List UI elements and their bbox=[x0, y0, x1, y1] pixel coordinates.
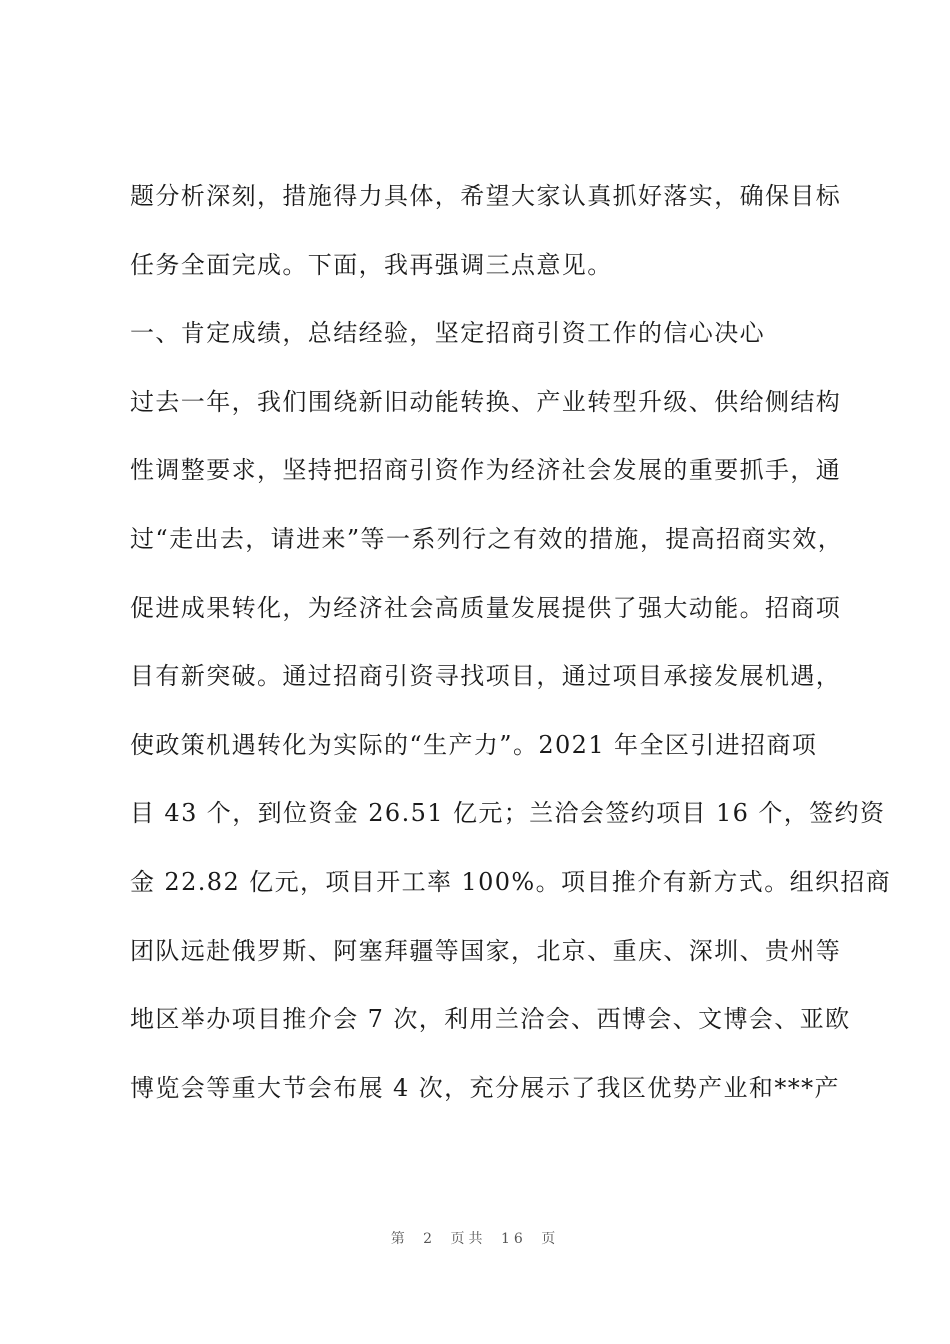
page-footer bbox=[0, 1228, 950, 1248]
text-line: 使政策机遇转化为实际的“生产力”。2021 年全区引进招商项 bbox=[130, 730, 818, 759]
text-line: 促进成果转化，为经济社会高质量发展提供了强大动能。招商项 bbox=[130, 593, 842, 622]
footer-suffix: 页 bbox=[541, 1231, 560, 1247]
body-text bbox=[130, 168, 892, 1128]
text-line: 金 22.82 亿元，项目开工率 100%。项目推介有新方式。组织招商 bbox=[130, 867, 892, 896]
text-line: 地区举办项目推介会 7 次，利用兰洽会、西博会、文博会、亚欧 bbox=[130, 1005, 851, 1034]
section-heading: 一、肯定成绩，总结经验，坚定招商引资工作的信心决心 bbox=[130, 319, 765, 348]
footer-prefix: 第 bbox=[390, 1231, 409, 1247]
text-line: 目有新突破。通过招商引资寻找项目，通过项目承接发展机遇， bbox=[130, 662, 842, 691]
text-line: 题分析深刻，措施得力具体，希望大家认真抓好落实，确保目标 bbox=[130, 182, 842, 210]
footer-total-pages: 16 bbox=[501, 1231, 527, 1247]
text-line: 性调整要求，坚持把招商引资作为经济社会发展的重要抓手，通 bbox=[130, 456, 842, 485]
footer-page-number: 2 bbox=[423, 1231, 437, 1247]
text-line: 过去一年，我们围绕新旧动能转换、产业转型升级、供给侧结构 bbox=[130, 387, 842, 416]
text-line: 任务全面完成。下面，我再强调三点意见。 bbox=[130, 250, 613, 279]
text-line: 目 43 个，到位资金 26.51 亿元；兰洽会签约项目 16 个，签约资 bbox=[130, 799, 886, 828]
text-line: 团队远赴俄罗斯、阿塞拜疆等国家，北京、重庆、深圳、贵州等 bbox=[130, 936, 842, 965]
text-line: 博览会等重大节会布展 4 次，充分展示了我区优势产业和***产 bbox=[130, 1073, 840, 1102]
footer-middle: 页共 bbox=[450, 1231, 487, 1247]
text-line: 过“走出去，请进来”等一系列行之有效的措施，提高招商实效， bbox=[130, 524, 844, 553]
